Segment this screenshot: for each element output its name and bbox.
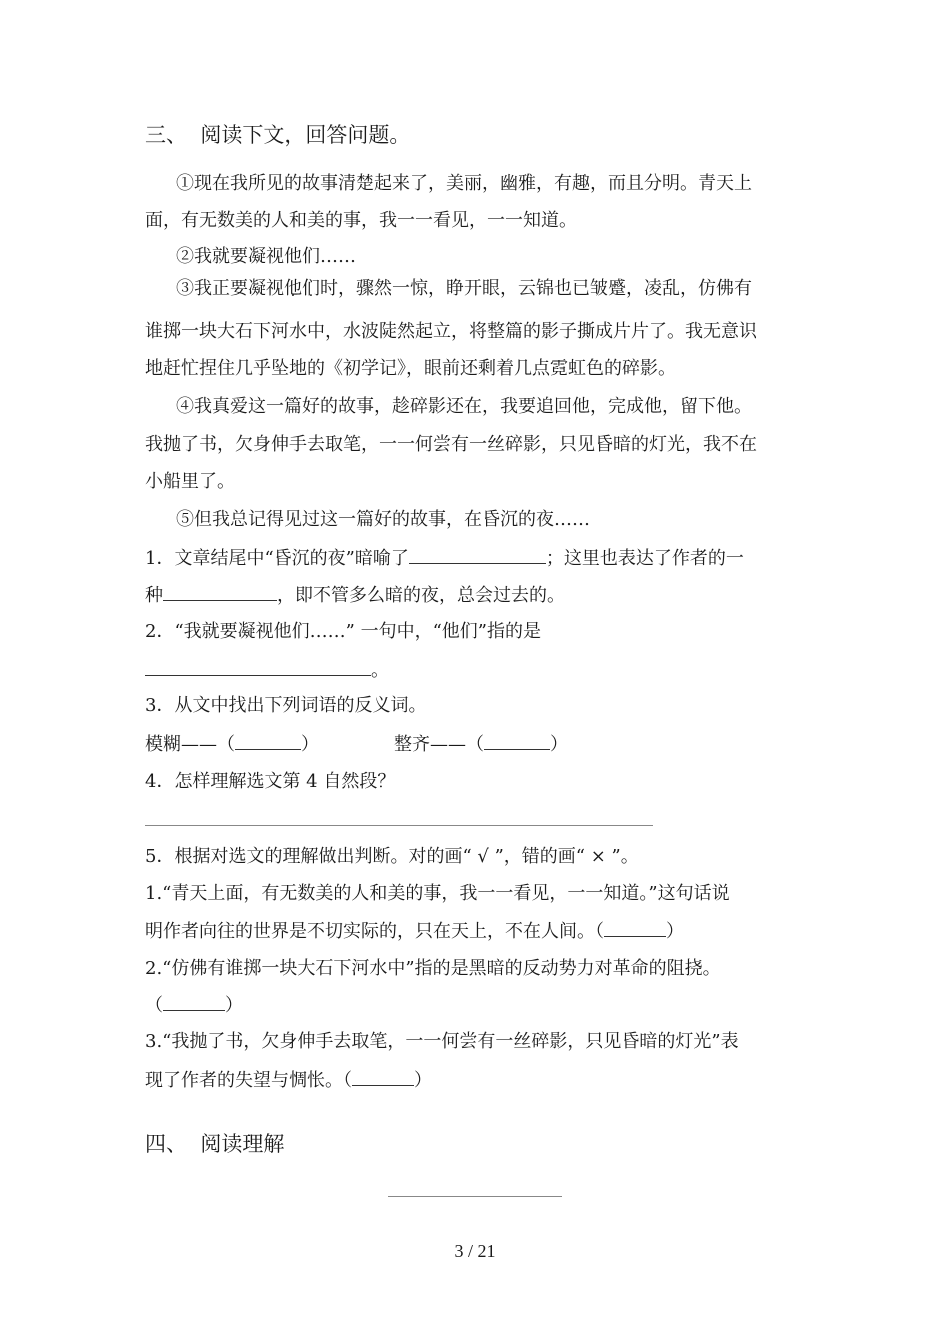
answer-blank[interactable] <box>352 1067 414 1086</box>
judgement-1-line1: 1.“青天上面，有无数美的人和美的事，我一一看见，一一知道。”这句话说 <box>145 883 730 904</box>
emphasis-char: 他 <box>284 278 302 299</box>
question-4: 4．怎样理解选文第 4 自然段？ <box>145 771 396 792</box>
question-3: 3．从文中找出下列词语的反义词。 <box>145 695 427 716</box>
answer-blank[interactable] <box>145 657 371 676</box>
answer-blank[interactable] <box>235 731 301 750</box>
answer-blank[interactable] <box>163 582 277 601</box>
section-number: 三、 <box>145 123 187 147</box>
question-5: 5．根据对选文的理解做出判断。对的画“ √ ”，错的画“ × ”。 <box>145 846 639 867</box>
page-number: 3 / 21 <box>454 1241 496 1261</box>
section-3-heading <box>145 121 410 149</box>
passage-p3-line3: 地赶忙捏住几乎坠地的《初学记》，眼前还剩着几点霓虹色的碎影。 <box>145 358 676 379</box>
footer-divider <box>388 1196 562 1197</box>
section-title: 阅读理解 <box>200 1132 285 1156</box>
passage-p2: ②我就要凝视他们…… <box>176 246 356 267</box>
answer-blank[interactable] <box>484 731 550 750</box>
passage-p4-line1: ④我真爱这一篇好的故事，趁碎影还在，我要追回他，完成他，留下他。 <box>176 396 752 417</box>
judgement-2-line2: （ ） <box>145 992 243 1018</box>
answer-blank[interactable] <box>604 918 666 937</box>
question-1-line2: 种 ，即不管多么暗的夜，总会过去的。 <box>145 582 565 608</box>
passage-p4-line3: 小船里了。 <box>145 471 235 492</box>
passage-p3-line1: ③我正要凝视他们时，骤然一惊，睁开眼，云锦也已皱蹙，凌乱，仿佛有 <box>176 278 752 299</box>
question-1-line1: 1．文章结尾中“昏沉的夜”暗喻了 ；这里也表达了作者的一 <box>145 545 744 571</box>
judgement-2-line1: 2.“仿佛有谁掷一块大石下河水中”指的是黑暗的反动势力对革命的阻挠。 <box>145 958 721 979</box>
passage-p5: ⑤但我总记得见过这一篇好的故事，在昏沉的夜…… <box>176 509 590 530</box>
section-title: 阅读下文，回答问题。 <box>200 123 411 147</box>
answer-blank[interactable] <box>409 545 546 564</box>
antonym-1: 模糊——（ ） <box>145 731 319 757</box>
passage-p4-line2: 我抛了书，欠身伸手去取笔，一一何尝有一丝碎影，只见昏暗的灯光，我不在 <box>145 434 757 455</box>
question-2-line2: 。 <box>145 657 389 683</box>
antonym-2: 整齐——（ ） <box>394 731 568 757</box>
passage-p3-line2: 谁掷一块大石下河水中，水波陡然起立，将整篇的影子撕成片片了。我无意识 <box>145 321 757 342</box>
passage-p1-line1: ①现在我所见的故事清楚起来了，美丽，幽雅，有趣，而且分明。青天上 <box>176 173 752 194</box>
judgement-1-line2: 明作者向往的世界是不切实际的，只在天上，不在人间。（ ） <box>145 918 684 944</box>
answer-blank[interactable] <box>163 992 225 1011</box>
section-number: 四、 <box>145 1132 187 1156</box>
question-2-line1: 2．“我就要凝视他们……” 一句中，“他们”指的是 <box>145 621 541 642</box>
section-4-heading <box>145 1130 284 1158</box>
judgement-3-line1: 3.“我抛了书，欠身伸手去取笔，一一何尝有一丝碎影，只见昏暗的灯光”表 <box>145 1031 739 1052</box>
emphasis-char: 们 <box>302 278 320 299</box>
answer-line[interactable] <box>145 825 653 826</box>
judgement-3-line2: 现了作者的失望与惆怅。（ ） <box>145 1067 432 1093</box>
passage-p1-line2: 面，有无数美的人和美的事，我一一看见，一一知道。 <box>145 210 577 231</box>
